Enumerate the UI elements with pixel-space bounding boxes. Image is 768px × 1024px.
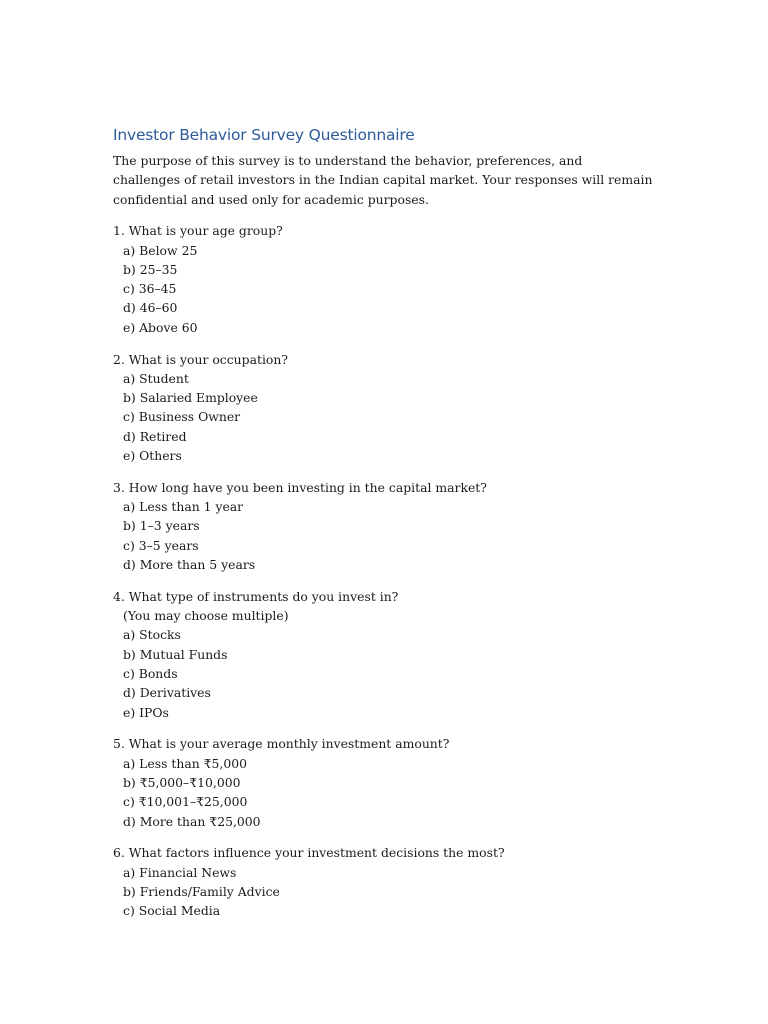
option-item: c) 3–5 years xyxy=(123,537,199,553)
option-item: b) Friends/Family Advice xyxy=(123,883,280,899)
option-item: e) Above 60 xyxy=(123,319,198,335)
option-item: c) 36–45 xyxy=(123,281,177,297)
option-item: a) Stocks xyxy=(123,627,181,643)
document-page xyxy=(113,125,653,933)
option-item: a) Below 25 xyxy=(123,242,198,258)
question-text: 4. What type of instruments do you invest in? xyxy=(113,588,399,604)
option-item: b) Salaried Employee xyxy=(123,390,258,406)
question-text: 6. What factors influence your investment decisions the most? xyxy=(113,845,505,861)
option-item: a) Financial News xyxy=(123,864,237,880)
option-item: a) Student xyxy=(123,370,189,386)
option-item: d) 46–60 xyxy=(123,300,178,316)
option-item: e) Others xyxy=(123,447,182,463)
option-item: b) ₹5,000–₹10,000 xyxy=(123,774,241,790)
option-item: b) Mutual Funds xyxy=(123,646,228,662)
survey-intro: The purpose of this survey is to understand the behavior, preferences, and challenges of retail investors in the Indian capital market. Your responses will remain confidential and used only for academic purposes. xyxy=(113,153,653,207)
option-item: c) Business Owner xyxy=(123,409,241,425)
document-title: Investor Behavior Survey Questionnaire xyxy=(113,126,415,144)
option-item: a) Less than 1 year xyxy=(123,499,244,515)
option-item: c) ₹10,001–₹25,000 xyxy=(123,794,248,810)
question-note: (You may choose multiple) xyxy=(123,608,289,624)
question-age-group xyxy=(113,221,653,337)
question-instrument-types xyxy=(113,587,653,722)
question-monthly-amount xyxy=(113,734,653,830)
option-item: d) Derivatives xyxy=(123,685,211,701)
question-occupation xyxy=(113,350,653,466)
question-text: 2. What is your occupation? xyxy=(113,351,289,367)
option-item: e) IPOs xyxy=(123,704,169,720)
option-item: d) More than 5 years xyxy=(123,556,256,572)
question-text: 5. What is your average monthly investment amount? xyxy=(113,736,450,752)
option-item: b) 25–35 xyxy=(123,261,178,277)
option-item: c) Bonds xyxy=(123,665,178,681)
question-investing-duration xyxy=(113,478,653,574)
question-text: 1. What is your age group? xyxy=(113,223,283,239)
question-influence-factors xyxy=(113,843,653,920)
option-item: c) Social Media xyxy=(123,903,221,919)
option-item: d) More than ₹25,000 xyxy=(123,813,261,829)
option-item: d) Retired xyxy=(123,428,187,444)
question-text: 3. How long have you been investing in the capital market? xyxy=(113,479,487,495)
option-item: a) Less than ₹5,000 xyxy=(123,755,247,771)
option-item: b) 1–3 years xyxy=(123,518,200,534)
